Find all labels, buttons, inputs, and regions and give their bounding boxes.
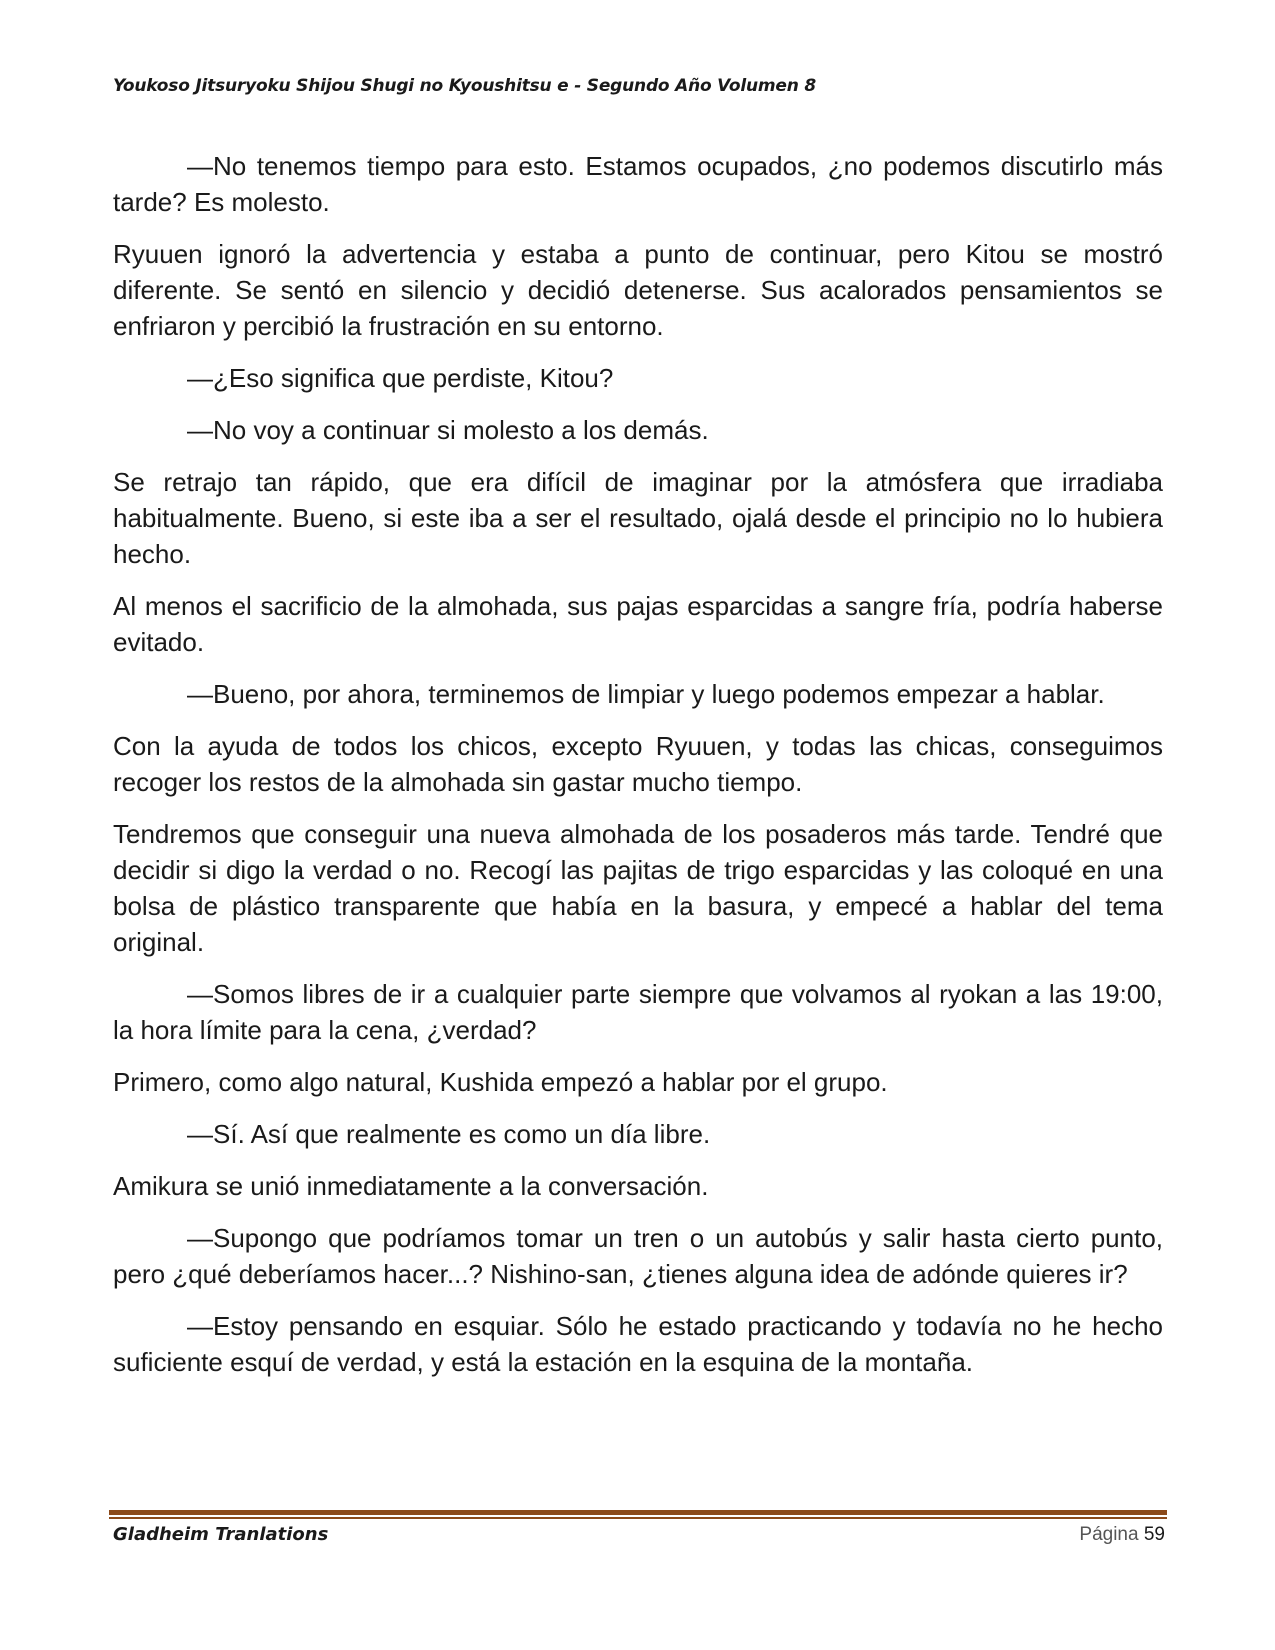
paragraph: Ryuuen ignoró la advertencia y estaba a punto de continuar, pero Kitou se mostró diferente. Se sentó en silencio y decidió detenerse. Sus acalorados pensamientos se enfriaron y percibió la frustración en su entorno.: [113, 239, 1163, 341]
paragraph: —Bueno, por ahora, terminemos de limpiar y luego podemos empezar a hablar.: [187, 679, 1105, 709]
page-number: 59: [1143, 1524, 1165, 1545]
paragraph: Al menos el sacrificio de la almohada, sus pajas esparcidas a sangre fría, podría haberse evitado.: [113, 591, 1163, 657]
paragraph: —Estoy pensando en esquiar. Sólo he estado practicando y todavía no he hecho suficiente esquí de verdad, y está la estación en la esquina de la montaña.: [113, 1311, 1163, 1377]
footer-divider-thick: [109, 1510, 1167, 1515]
footer-page-number: [1079, 1524, 1165, 1546]
paragraph: —No tenemos tiempo para esto. Estamos ocupados, ¿no podemos discutirlo más tarde? Es molesto.: [113, 151, 1163, 217]
paragraph: Amikura se unió inmediatamente a la conversación.: [113, 1171, 709, 1201]
footer-divider-thin: [109, 1517, 1167, 1519]
paragraph: —Supongo que podríamos tomar un tren o un autobús y salir hasta cierto punto, pero ¿qué deberíamos hacer...? Nishino-san, ¿tienes alguna idea de adónde quieres ir?: [113, 1223, 1163, 1289]
footer-publisher: Gladheim Tranlations: [113, 1524, 329, 1545]
paragraph: —No voy a continuar si molesto a los demás.: [187, 415, 709, 445]
footer-divider: [109, 1510, 1167, 1520]
paragraph: Con la ayuda de todos los chicos, excepto Ryuuen, y todas las chicas, conseguimos recoger los restos de la almohada sin gastar mucho tiempo.: [113, 731, 1163, 797]
paragraph: —¿Eso significa que perdiste, Kitou?: [187, 363, 614, 393]
paragraph: —Sí. Así que realmente es como un día libre.: [187, 1119, 711, 1149]
paragraph: Primero, como algo natural, Kushida empezó a hablar por el grupo.: [113, 1067, 888, 1097]
page-header-title: Youkoso Jitsuryoku Shijou Shugi no Kyoushitsu e - Segundo Año Volumen 8: [113, 76, 816, 96]
paragraph: —Somos libres de ir a cualquier parte siempre que volvamos al ryokan a las 19:00, la hora límite para la cena, ¿verdad?: [113, 979, 1163, 1045]
paragraph: Se retrajo tan rápido, que era difícil de imaginar por la atmósfera que irradiaba habitualmente. Bueno, si este iba a ser el resultado, ojalá desde el principio no lo hubiera hecho.: [113, 467, 1163, 569]
page-label: Página: [1079, 1524, 1139, 1545]
body-text: [113, 148, 1163, 1396]
paragraph: Tendremos que conseguir una nueva almohada de los posaderos más tarde. Tendré que decidir si digo la verdad o no. Recogí las pajitas de trigo esparcidas y las coloqué en una bolsa de plástico transparente que había en la basura, y empecé a hablar del tema original.: [113, 819, 1163, 957]
